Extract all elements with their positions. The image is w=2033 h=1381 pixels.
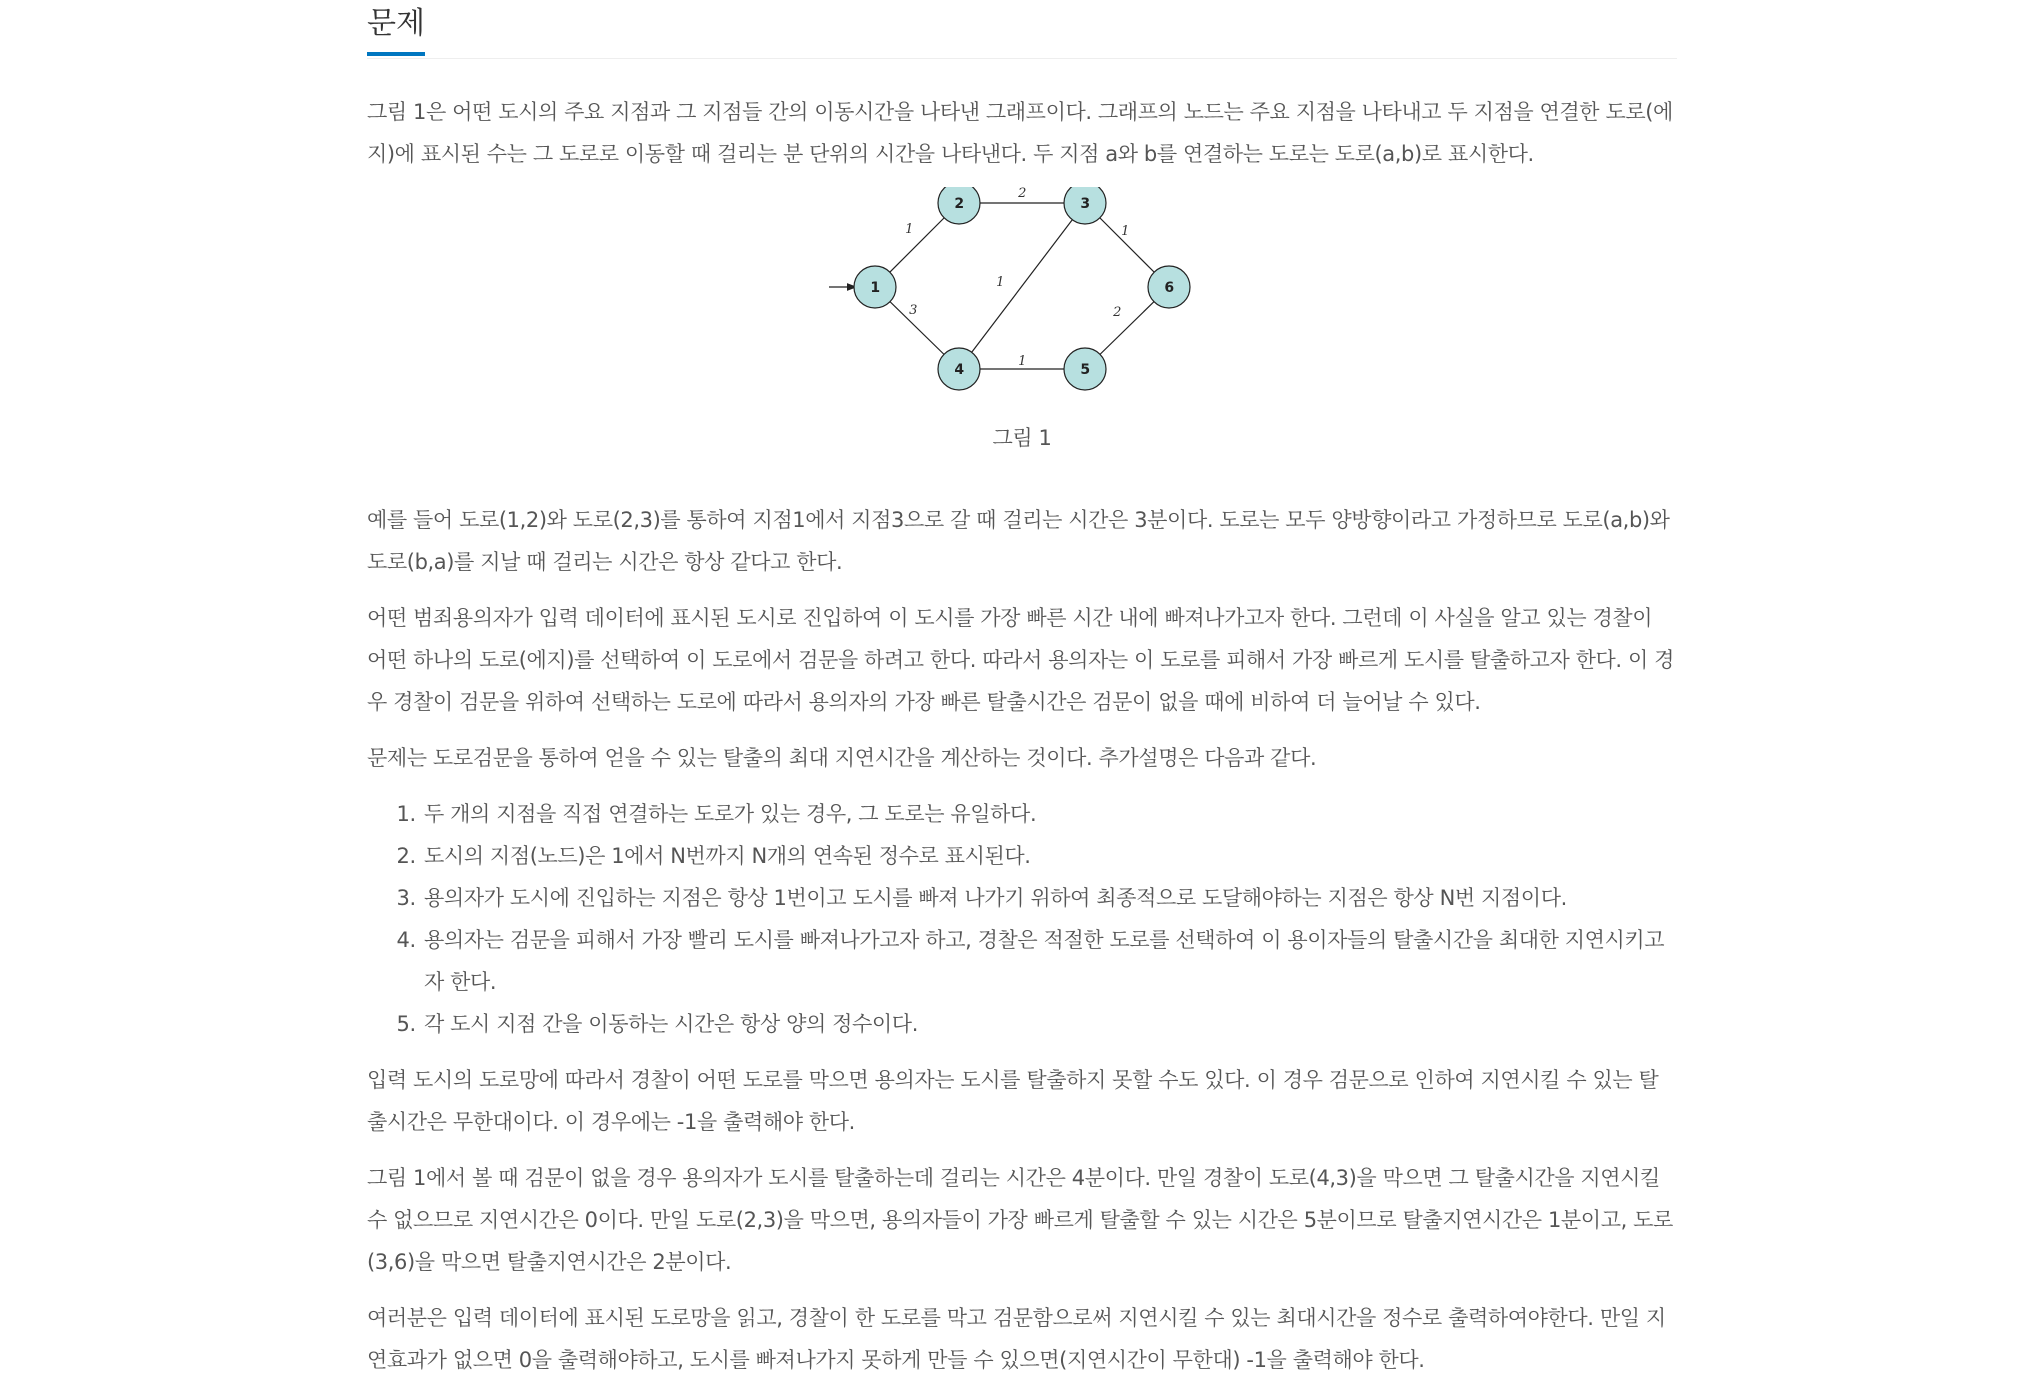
rule-item: 2. 도시의 지점(노드)은 1에서 N번까지 N개의 연속된 정수로 표시된다. [422,835,1677,877]
graph-node-5 [1064,348,1106,390]
rule-item: 4. 용의자는 검문을 피해서 가장 빨리 도시를 빠져나가고자 하고, 경찰은 적절한 도로를 선택하여 이 용이자들의 탈출시간을 최대한 지연시키고자 한다. [422,919,1677,1003]
graph-figure [367,177,1677,485]
node-label: 4 [954,362,964,378]
road-graph-diagram [827,187,1227,417]
node-label: 1 [870,280,880,296]
edge-weight-label: 1 [905,222,913,237]
rule-item: 3. 용의자가 도시에 진입하는 지점은 항상 1번이고 도시를 빠져 나가기 위하여 최종적으로 도달해야하는 지점은 항상 N번 지점이다. [422,877,1677,919]
scenario-paragraph: 어떤 범죄용의자가 입력 데이터에 표시된 도시로 진입하여 이 도시를 가장 빠른 시간 내에 빠져나가고자 한다. 그런데 이 사실을 알고 있는 경찰이 어떤 하나의 도로(에지)를 선택하여 이 도로에서 검문을 하려고 한다. 따라서 용의자는 이 도로를 피해서 가장 빠르게 도시를 탈출하고자 한다. 이 경우 경찰이 검문을 위하여 선택하는 도로에 따라서 용의자의 가장 빠른 탈출시간은 검문이 없을 때에 비하여 더 늘어날 수 있다. [367,606,1675,714]
node-label: 2 [954,196,964,212]
node-label: 3 [1080,196,1090,212]
infinite-paragraph: 입력 도시의 도로망에 따라서 경찰이 어떤 도로를 막으면 용의자는 도시를 탈출하지 못할 수도 있다. 이 경우 검문으로 인하여 지연시킬 수 있는 탈출시간은 무한대이다. 이 경우에는 -1을 출력해야 한다. [367,1068,1659,1134]
graph-node-1 [854,266,896,308]
section-header [367,0,1677,59]
edges-layer [875,187,1169,369]
edge-weight-label: 2 [1113,305,1121,320]
example-paragraph: 예를 들어 도로(1,2)와 도로(2,3)를 통하여 지점1에서 지점3으로 갈 때 걸리는 시간은 3분이다. 도로는 모두 양방향이라고 가정하므로 도로(a,b)와 도로(b,a)를 지날 때 걸리는 시간은 항상 같다고 한다. [367,508,1670,574]
edge-weight-label: 2 [1018,187,1026,201]
intro-paragraph: 그림 1은 어떤 도시의 주요 지점과 그 지점들 간의 이동시간을 나타낸 그래프이다. 그래프의 노드는 주요 지점을 나타내고 두 지점을 연결한 도로(에지)에 표시된 수는 그 도로로 이동할 때 걸리는 분 단위의 시간을 나타낸다. 두 지점 a와 b를 연결하는 도로는 도로(a,b)로 표시한다. [367,100,1673,166]
output-paragraph: 여러분은 입력 데이터에 표시된 도로망을 읽고, 경찰이 한 도로를 막고 검문함으로써 지연시킬 수 있는 최대시간을 정수로 출력하여야한다. 만일 지연효과가 없으면 0을 출력해야하고, 도시를 빠져나가지 못하게 만들 수 있으면(지연시간이 무한대) -1을 출력해야 한다. [367,1306,1666,1372]
graph-node-6 [1148,266,1190,308]
rules-list [367,793,1677,1045]
rule-item: 5. 각 도시 지점 간을 이동하는 시간은 항상 양의 정수이다. [422,1003,1677,1045]
task-paragraph: 문제는 도로검문을 통하여 얻을 수 있는 탈출의 최대 지연시간을 계산하는 것이다. 추가설명은 다음과 같다. [367,746,1317,770]
walkthrough-paragraph: 그림 1에서 볼 때 검문이 없을 경우 용의자가 도시를 탈출하는데 걸리는 시간은 4분이다. 만일 경찰이 도로(4,3)을 막으면 그 탈출시간을 지연시킬 수 없으므로 지연시간은 0이다. 만일 도로(2,3)을 막으면, 용의자들이 가장 빠르게 탈출할 수 있는 시간은 5분이므로 탈출지연시간은 1분이고, 도로(3,6)을 막으면 탈출지연시간은 2분이다. [367,1166,1673,1274]
figure-caption: 그림 1 [992,426,1052,450]
graph-node-2 [938,187,980,224]
graph-node-3 [1064,187,1106,224]
edge-weight-label: 1 [1018,354,1026,369]
rule-item: 1. 두 개의 지점을 직접 연결하는 도로가 있는 경우, 그 도로는 유일하다. [422,793,1677,835]
section-title: 문제 [367,6,425,56]
edge-weight-label: 1 [1121,224,1129,239]
problem-section [367,0,1677,1381]
node-label: 5 [1080,362,1090,378]
edge-weight-label: 3 [909,303,917,318]
edge-weight-label: 1 [996,275,1004,290]
graph-edge-4-3 [959,203,1085,369]
graph-node-4 [938,348,980,390]
node-label: 6 [1164,280,1174,296]
problem-description [367,91,1677,1381]
